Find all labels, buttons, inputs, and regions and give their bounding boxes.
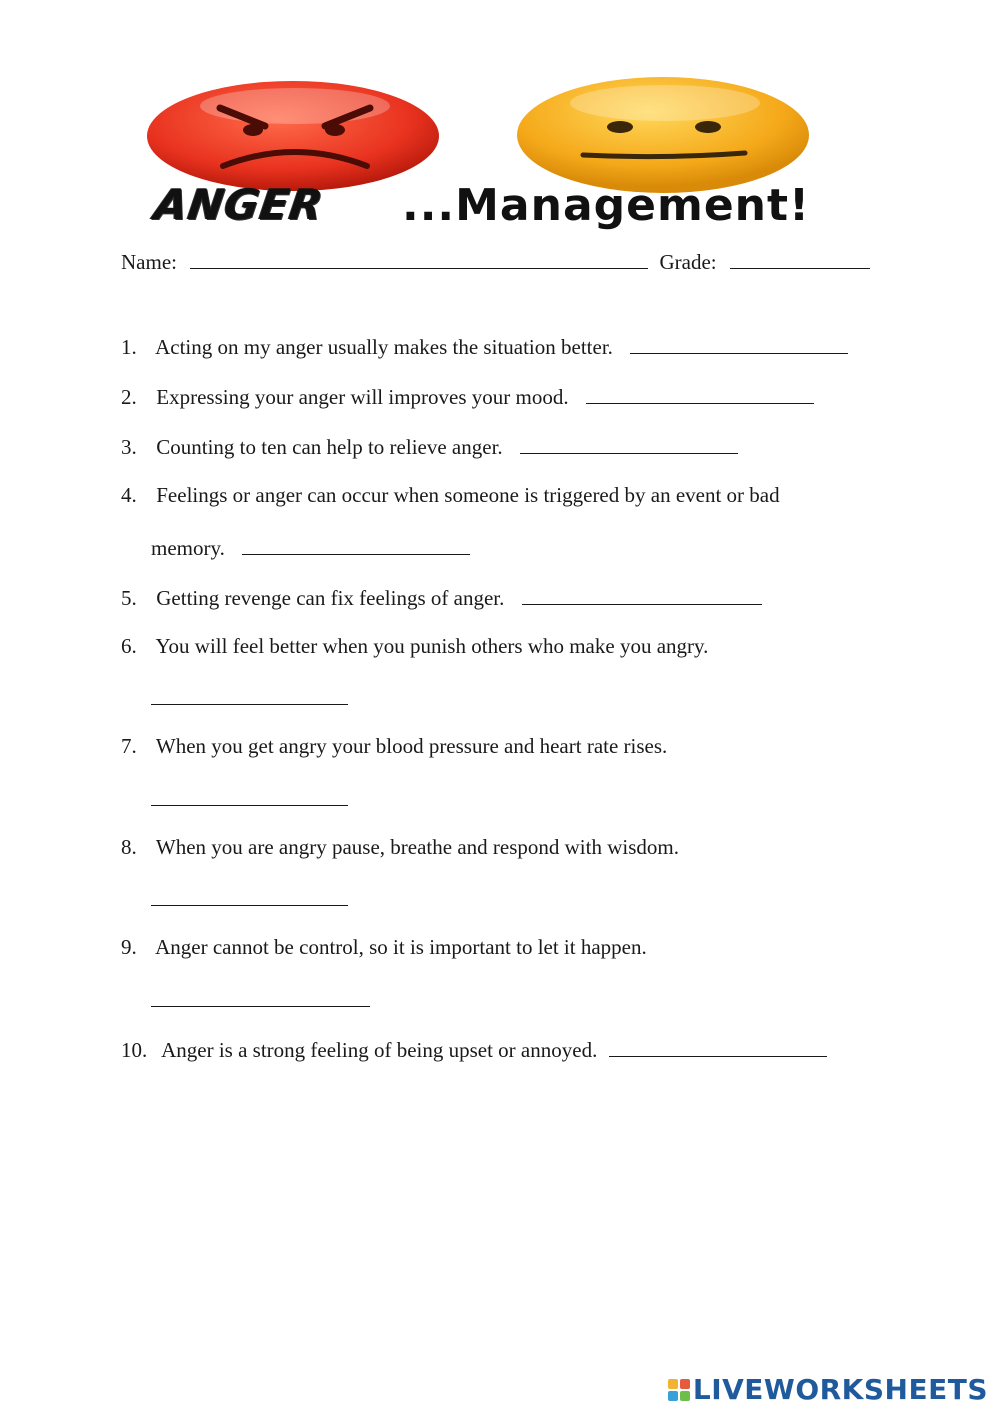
question-number: 7.: [121, 734, 137, 758]
answer-blank-1[interactable]: [630, 333, 848, 354]
question-text-continued: memory.: [151, 536, 225, 560]
question-7: [121, 734, 667, 759]
question-text: Feelings or anger can occur when someone is triggered by an event or bad: [156, 483, 780, 507]
question-text: When you get angry your blood pressure and heart rate rises.: [155, 734, 668, 758]
title-anger: ANGER: [151, 180, 327, 229]
question-number: 3.: [121, 435, 137, 459]
question-number: 10.: [121, 1038, 148, 1062]
grade-blank[interactable]: [730, 248, 870, 269]
question-text: Anger is a strong feeling of being upset or annoyed.: [161, 1038, 598, 1062]
name-grade-row: [121, 248, 870, 275]
question-4: [121, 483, 780, 508]
answer-blank-9[interactable]: [151, 986, 370, 1007]
answer-blank-5[interactable]: [522, 584, 762, 605]
question-text: Getting revenge can fix feelings of anger.: [156, 586, 505, 610]
question-text: Acting on my anger usually makes the situation better.: [155, 335, 613, 359]
question-text: Counting to ten can help to relieve anger.: [156, 435, 503, 459]
answer-blank-10[interactable]: [609, 1036, 827, 1057]
question-1: [121, 333, 848, 360]
answer-blank-7[interactable]: [151, 785, 348, 806]
question-8: [121, 835, 679, 860]
question-number: 2.: [121, 385, 137, 409]
answer-blank-6[interactable]: [151, 684, 348, 705]
question-9-answer: [151, 986, 370, 1013]
question-number: 8.: [121, 835, 137, 859]
answer-blank-4[interactable]: [242, 534, 470, 555]
answer-blank-3[interactable]: [520, 433, 738, 454]
question-8-answer: [151, 885, 348, 912]
question-6: [121, 634, 708, 659]
angry-face-icon: [145, 78, 445, 193]
question-text: You will feel better when you punish others who make you angry.: [155, 634, 709, 658]
question-3: [121, 433, 738, 460]
question-text: Expressing your anger will improves your mood.: [156, 385, 569, 409]
liveworksheets-logo[interactable]: [668, 1373, 988, 1406]
question-number: 4.: [121, 483, 137, 507]
question-number: 1.: [121, 335, 137, 359]
question-2: [121, 383, 814, 410]
question-number: 5.: [121, 586, 137, 610]
answer-blank-2[interactable]: [586, 383, 814, 404]
question-10: [121, 1036, 827, 1063]
question-7-answer: [151, 785, 348, 812]
question-text: When you are angry pause, breathe and respond with wisdom.: [155, 835, 679, 859]
question-6-answer: [151, 684, 348, 711]
question-9: [121, 935, 647, 960]
question-number: 6.: [121, 634, 137, 658]
answer-blank-8[interactable]: [151, 885, 348, 906]
question-4-continued: [151, 534, 470, 561]
question-5: [121, 584, 762, 611]
name-blank[interactable]: [190, 248, 648, 269]
logo-text: LIVEWORKSHEETS: [692, 1373, 988, 1406]
question-number: 9.: [121, 935, 137, 959]
question-text: Anger cannot be control, so it is important to let it happen.: [155, 935, 647, 959]
title-management: ...Management!: [402, 180, 811, 231]
liveworksheets-logo-icon: [668, 1379, 690, 1401]
neutral-face-icon: [515, 75, 815, 195]
grade-label: Grade:: [659, 250, 717, 274]
name-label: Name:: [121, 250, 177, 274]
